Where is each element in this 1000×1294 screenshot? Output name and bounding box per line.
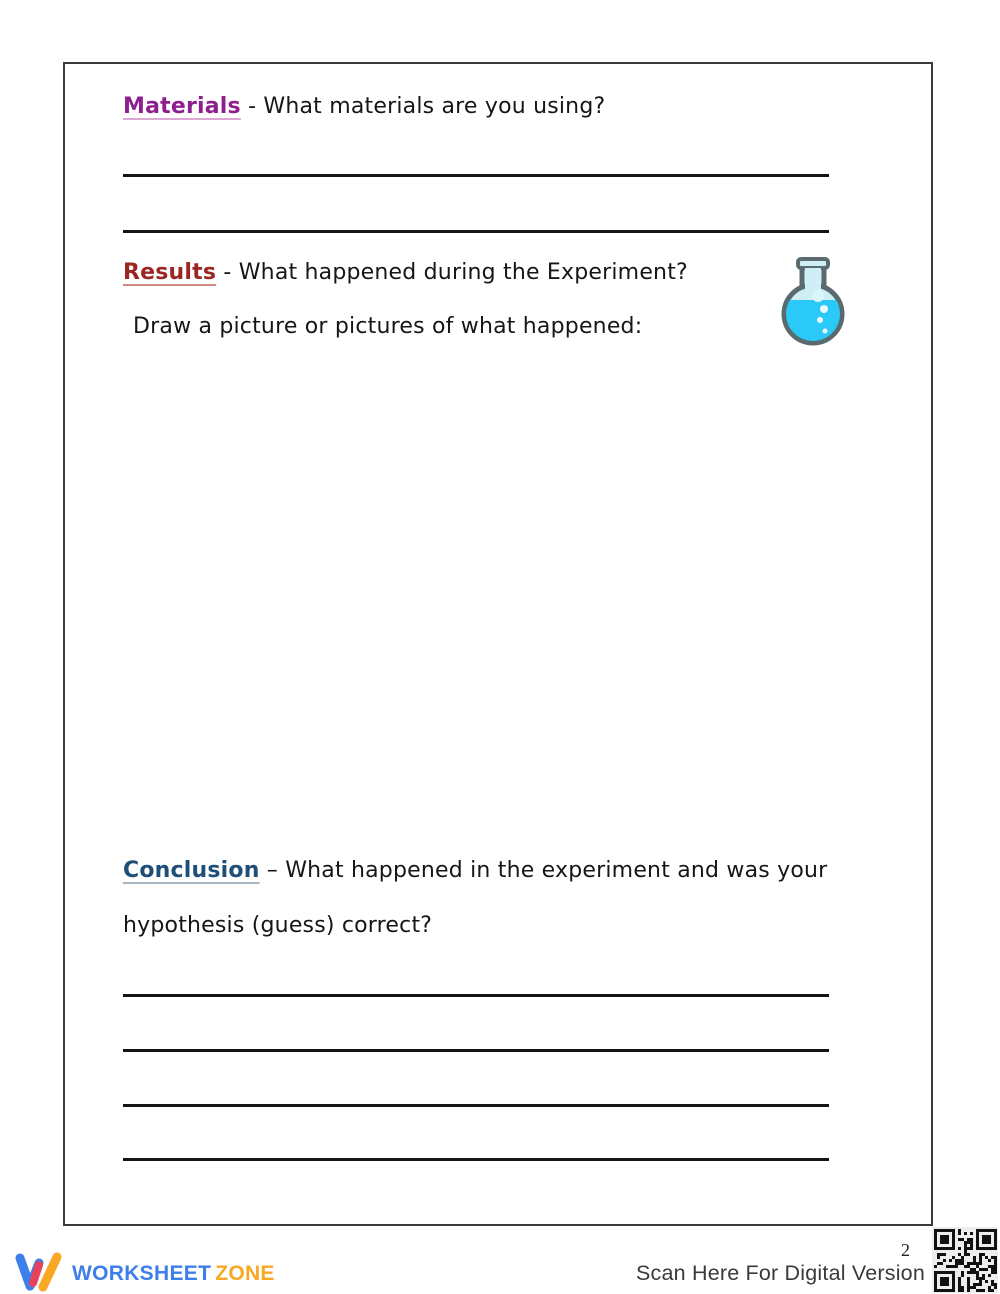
materials-separator: -	[248, 94, 257, 119]
materials-write-line	[123, 174, 829, 177]
brand-word-zone: ZONE	[215, 1262, 275, 1285]
conclusion-title: Conclusion	[123, 858, 260, 883]
materials-write-line	[123, 230, 829, 233]
materials-heading-row	[123, 94, 605, 119]
conclusion-write-line	[123, 1049, 829, 1052]
conclusion-question-line1: What happened in the experiment and was your	[285, 858, 828, 883]
results-instruction: Draw a picture or pictures of what happened:	[133, 314, 643, 339]
worksheetzone-logo[interactable]	[14, 1250, 275, 1294]
results-separator: -	[223, 260, 232, 285]
conclusion-write-line	[123, 994, 829, 997]
scan-here-label: Scan Here For Digital Version	[635, 1261, 925, 1285]
materials-title: Materials	[123, 94, 241, 119]
conclusion-write-line	[123, 1104, 829, 1107]
worksheetzone-logo-text	[72, 1262, 275, 1286]
results-question: What happened during the Experiment?	[238, 260, 688, 285]
qr-code[interactable]	[932, 1227, 998, 1293]
materials-question: What materials are you using?	[263, 94, 606, 119]
flask-icon	[779, 256, 847, 352]
conclusion-heading-row	[123, 858, 827, 883]
page-number: 2	[901, 1240, 910, 1260]
conclusion-separator: –	[266, 858, 278, 883]
worksheetzone-logo-icon	[14, 1250, 64, 1294]
conclusion-write-line	[123, 1158, 829, 1161]
results-heading-row	[123, 260, 688, 285]
brand-word-worksheet: WORKSHEET	[72, 1262, 212, 1285]
results-title: Results	[123, 260, 217, 285]
conclusion-question-line2: hypothesis (guess) correct?	[123, 913, 433, 938]
